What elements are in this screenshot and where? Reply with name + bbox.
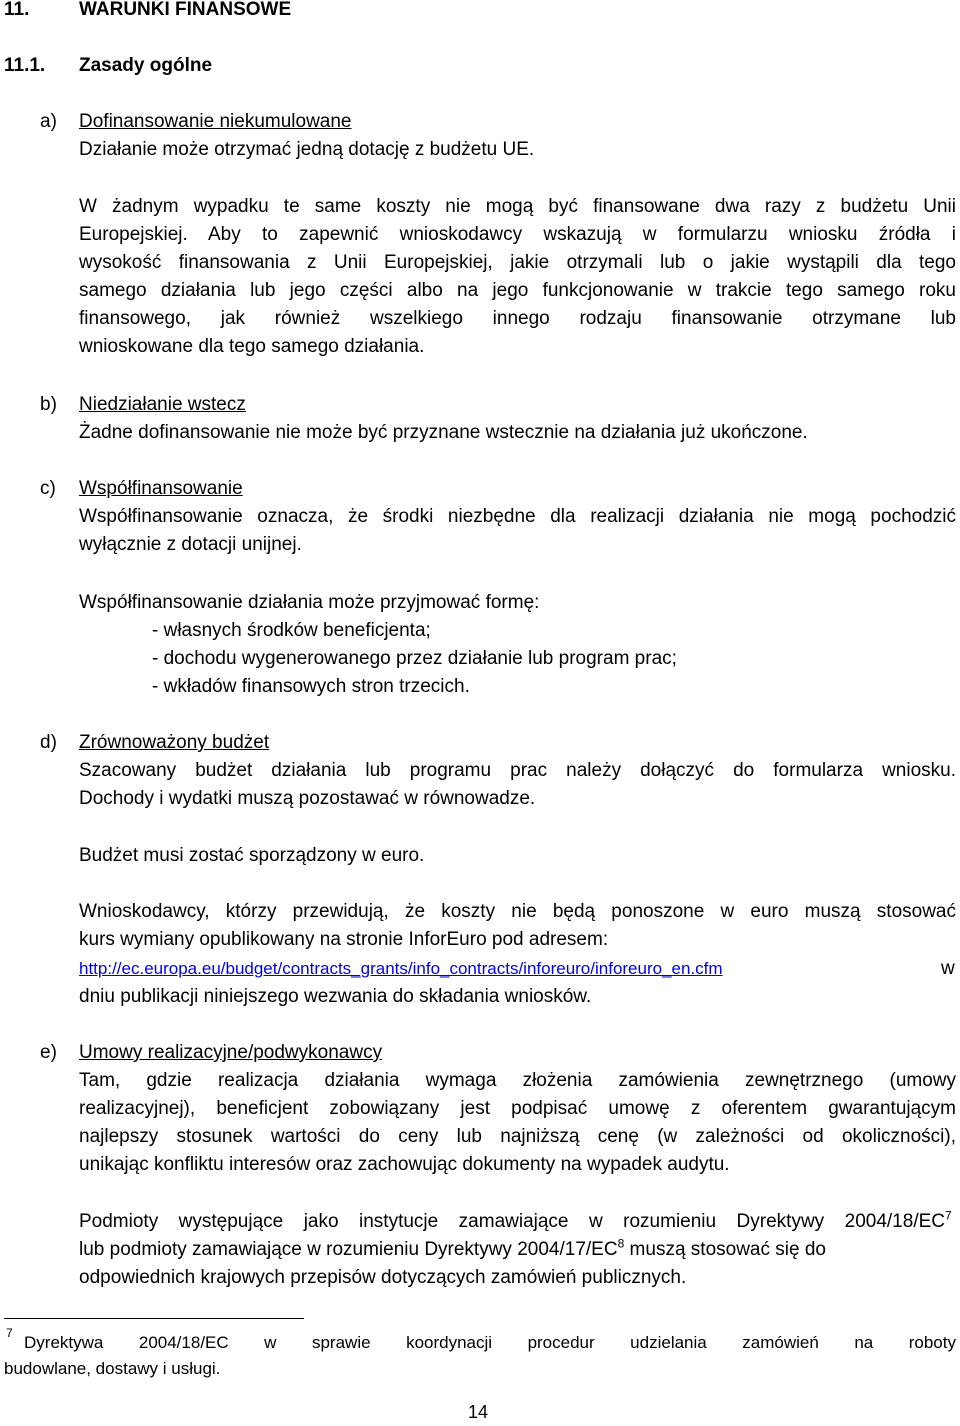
item-a-paragraph-2-line: wnioskowane dla tego samego działania. — [79, 336, 425, 357]
item-e-paragraph-2-line-3: odpowiednich krajowych przepisów dotyczących zamówień publicznych. — [79, 1267, 687, 1288]
section-title: WARUNKI FINANSOWE — [79, 0, 292, 20]
item-e-paragraph-1-line: realizacyjnej), beneficjent zobowiązany jest podpisać umowę z oferentem gwarantującym — [79, 1098, 956, 1119]
item-e-paragraph-2-text: lub podmioty zamawiające w rozumieniu Dyrektywy 2004/17/EC — [79, 1239, 618, 1260]
item-a-paragraph-2-line: W żadnym wypadku te same koszty nie mogą być finansowane dwa razy z budżetu Unii — [79, 196, 956, 217]
page-number: 14 — [468, 1402, 489, 1422]
item-a-paragraph-2-line: finansowego, jak również wszelkiego innego rodzaju finansowanie otrzymane lub — [79, 308, 956, 329]
item-a-paragraph-2-line: samego działania lub jego części albo na jego funkcjonowanie w trakcie tego samego roku — [79, 280, 956, 301]
item-d-marker: d) — [40, 732, 57, 753]
subsection-number: 11.1. — [4, 55, 46, 76]
footnote-line: budowlane, dostawy i usługi. — [4, 1359, 221, 1378]
item-e-paragraph-2-line-2 — [79, 1236, 956, 1264]
item-e-paragraph-1-line: Tam, gdzie realizacja działania wymaga złożenia zamówienia zewnętrznego (umowy — [79, 1070, 956, 1091]
item-c-paragraph-1-line: wyłącznie z dotacji unijnej. — [79, 534, 302, 555]
item-e-paragraph-1-line: unikając konfliktu interesów oraz zachowując dokumenty na wypadek audytu. — [79, 1154, 730, 1175]
footnote-number: 7 — [6, 1326, 13, 1340]
item-e-paragraph-1-line: najlepszy stosunek wartości do ceny lub najniższą cenę (w zależności od okoliczności), — [79, 1126, 956, 1147]
item-d-heading: Zrównoważony budżet — [79, 732, 270, 753]
subsection-title: Zasady ogólne — [79, 55, 213, 76]
item-d-paragraph-2: Budżet musi zostać sporządzony w euro. — [79, 845, 425, 866]
item-a-paragraph-2-line: Europejskiej. Aby to zapewnić wnioskodawcy wskazują w formularzu wniosku źródła i — [79, 224, 956, 245]
item-c-heading: Współfinansowanie — [79, 478, 243, 499]
footnote-line: Dyrektywa 2004/18/EC w sprawie koordynacji procedur udzielania zamówień na roboty — [24, 1333, 956, 1352]
list-item: - wkładów finansowych stron trzecich. — [152, 676, 470, 697]
item-d-paragraph-3-line: Wnioskodawcy, którzy przewidują, że koszty nie będą ponoszone w euro muszą stosować — [79, 901, 956, 922]
list-item: - dochodu wygenerowanego przez działanie lub program prac; — [152, 648, 677, 669]
item-d-paragraph-1-line: Dochody i wydatki muszą pozostawać w równowadze. — [79, 788, 536, 809]
item-c-marker: c) — [40, 478, 56, 499]
footnote-separator — [4, 1318, 304, 1319]
item-b-marker: b) — [40, 394, 57, 415]
item-d-paragraph-3-line: kurs wymiany opublikowany na stronie InforEuro pod adresem: — [79, 929, 609, 950]
item-a-paragraph-2-line: wysokość finansowania z Unii Europejskiej, jakie otrzymali lub o jakie wystąpili dla tego — [79, 252, 956, 273]
list-item: - własnych środków beneficjenta; — [152, 620, 431, 641]
footnote-ref-7: 7 — [945, 1208, 952, 1223]
item-b-paragraph-1: Żadne dofinansowanie nie może być przyznane wstecznie na działania już ukończone. — [79, 422, 808, 443]
item-e-paragraph-2-line-1 — [79, 1208, 956, 1236]
footnote-ref-8: 8 — [617, 1236, 625, 1251]
inforeuro-link[interactable]: http://ec.europa.eu/budget/contracts_grants/info_contracts/inforeuro/inforeuro_en.cfm — [79, 959, 723, 978]
item-e-heading: Umowy realizacyjne/podwykonawcy — [79, 1042, 383, 1063]
item-d-paragraph-3-end: dniu publikacji niniejszego wezwania do składania wniosków. — [79, 986, 592, 1007]
item-a-marker: a) — [40, 111, 57, 132]
item-c-paragraph-2: Współfinansowanie działania może przyjmować formę: — [79, 592, 540, 613]
item-d-paragraph-1-line: Szacowany budżet działania lub programu prac należy dołączyć do formularza wniosku. — [79, 760, 956, 781]
item-c-paragraph-1-line: Współfinansowanie oznacza, że środki niezbędne dla realizacji działania nie mogą pochodzić — [79, 506, 956, 527]
item-a-heading: Dofinansowanie niekumulowane — [79, 111, 352, 132]
item-e-paragraph-2-text: muszą stosować się do — [624, 1239, 826, 1260]
item-d-after-link: w — [941, 958, 955, 979]
item-a-paragraph-1: Działanie może otrzymać jedną dotację z budżetu UE. — [79, 139, 535, 160]
item-b-heading: Niedziałanie wstecz — [79, 394, 246, 415]
item-e-paragraph-2-text: Podmioty występujące jako instytucje zamawiające w rozumieniu Dyrektywy 2004/18/EC — [79, 1211, 945, 1232]
item-e-marker: e) — [40, 1042, 57, 1063]
section-number: 11. — [4, 0, 30, 20]
